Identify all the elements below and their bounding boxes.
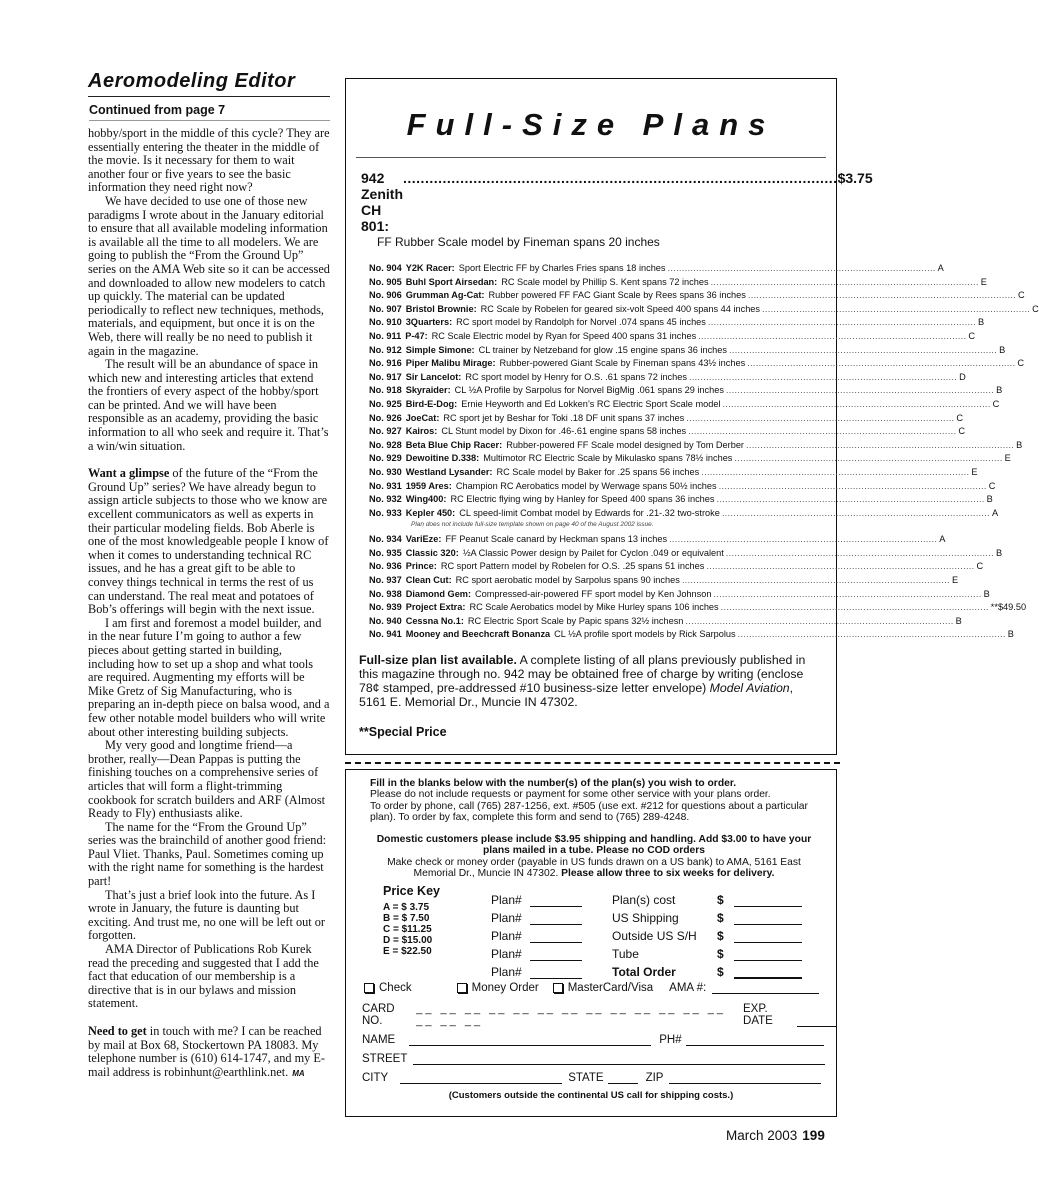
leader-dots: .............................................................................................. [722, 398, 991, 409]
plan-name: Simple Simone: [405, 344, 475, 355]
phone-label: PH# [659, 1034, 682, 1047]
exp-date-field[interactable] [797, 1015, 836, 1027]
plan-description: RC Scale model by Baker for .25 spans 56 inches [496, 466, 700, 477]
plan-list-item [369, 385, 1003, 399]
name-row [362, 1027, 836, 1046]
plan-number: No. 932 [369, 494, 402, 505]
plan-number-label: Plan# [491, 893, 522, 908]
leader-dots: .............................................................................................. [737, 629, 1006, 640]
plan-name: 3Quarters: [405, 317, 453, 328]
plan-price-key: E [971, 466, 978, 477]
plan-name: Project Extra: [405, 602, 466, 613]
plan-name: Sir Lancelot: [405, 371, 462, 382]
plan-number-field[interactable] [530, 931, 582, 943]
plan-number: No. 933 [369, 507, 402, 518]
plan-list-item [369, 317, 985, 331]
plan-name: Skyraider: [405, 385, 451, 396]
shipping-info [346, 834, 836, 879]
money-order-label: Money Order [471, 982, 539, 995]
plan-number-row [491, 961, 582, 979]
plan-list-item [369, 276, 987, 291]
plan-description: RC Electric flying wing by Hanley for Speed 400 spans 36 inches [450, 494, 715, 505]
leader-dots: .............................................................................................. [713, 588, 982, 599]
page-folio [726, 1128, 825, 1143]
plan-price-key: E [980, 276, 987, 287]
cost-amount-field[interactable] [734, 931, 802, 943]
leader-dots: .............................................................................................. [701, 466, 970, 477]
price-key-row: B = $ 7.50 [383, 912, 430, 924]
list-info-lead: Full-size plan list available. [359, 653, 517, 668]
city-field[interactable] [400, 1072, 562, 1084]
leader-dots: .............................................................................................. [685, 615, 954, 626]
cost-amount-field[interactable] [734, 913, 802, 925]
cost-row [612, 925, 802, 943]
plan-name: Piper Malibu Mirage: [405, 358, 496, 369]
plan-name: Cessna No.1: [405, 615, 464, 626]
plan-number-label: Plan# [491, 911, 522, 926]
plan-name: Dewoitine D.338: [405, 453, 480, 464]
plan-number: No. 926 [369, 412, 402, 423]
plan-number: No. 940 [369, 615, 402, 626]
plan-name: Mooney and Beechcraft Bonanza [405, 629, 551, 640]
leader-dots: .............................................................................................. [707, 317, 977, 328]
plan-number-label: Plan# [491, 947, 522, 962]
check-label: Check [379, 982, 412, 995]
leader-dots: .............................................................................................. [710, 276, 979, 287]
paragraph-text: of the future of the “From the Ground Up” series? We have already begun to assign article subjects to those who we know are excellent communicators as well as experts in their particular modeling fields. Bob Aberle is one of the most knowledgeable people I know of when it comes to understanding technical RC issues, and he has a great gift to be able to convey things technical in terms the rest of us can understand. The real meat and potatoes of Bob’s offerings will begin with the next issue. [88, 466, 329, 617]
issue-date: March 2003 [726, 1128, 798, 1143]
order-grid [346, 884, 836, 980]
plan-number-row [491, 907, 582, 925]
leader-dots: .............................................................................................. [706, 561, 975, 572]
plan-number: No. 937 [369, 575, 402, 586]
plan-price-key: B [1016, 439, 1023, 450]
payment-money-order-option[interactable] [457, 982, 539, 994]
phone-field[interactable] [686, 1034, 824, 1046]
list-info-address: , 5161 E. Memorial Dr., Muncie IN 47302. [359, 681, 794, 710]
page-number: 199 [802, 1128, 825, 1143]
street-label: STREET [362, 1053, 408, 1066]
plan-number: No. 936 [369, 561, 402, 572]
plan-description: RC sport model by Henry for O.S. .61 spans 72 inches [465, 371, 687, 382]
plan-name: Y2K Racer: [405, 263, 455, 273]
lead-in: Need to get [88, 1024, 147, 1038]
cost-fields [612, 889, 802, 979]
cost-label: Total Order [612, 965, 676, 980]
plan-description: Ernie Heyworth and Ed Lokken’s RC Electric Sport Scale model [461, 398, 721, 409]
plan-name: Grumman Ag-Cat: [405, 290, 485, 301]
plan-description: CL Stunt model by Dixon for .46-.61 engine spans 58 inches [441, 426, 687, 437]
plan-price-key: E [1004, 453, 1011, 464]
plan-price-key: C [958, 426, 965, 437]
lead-in: Want a glimpse [88, 466, 170, 481]
plan-name: Diamond Gem: [405, 588, 472, 599]
order-intro-bold: Fill in the blanks below with the number(s) of the plan(s) you wish to order. [370, 778, 737, 789]
leader-dots: .............................................................................................. [720, 602, 989, 613]
plan-name: Clean Cut: [405, 575, 452, 586]
cost-amount-field[interactable] [734, 895, 802, 907]
plan-description: RC Scale by Robelen for geared six-volt Speed 400 spans 44 inches [480, 303, 761, 314]
plan-description: RC sport model by Randolph for Norvel .074 spans 45 inches [456, 317, 706, 328]
plan-number: No. 916 [369, 358, 402, 369]
plan-list-item [369, 507, 999, 522]
plan-name: Wing400: [405, 494, 447, 505]
shipping-text [346, 857, 836, 880]
cost-label: Tube [612, 947, 639, 962]
featured-description: FF Rubber Scale model by Fineman spans 20 inches [377, 235, 660, 249]
paragraph: We have decided to use one of those new paradigms I wrote about in the January editorial to ensure that all available modeling information is available all the time to all modelers. We are going to publish the “From the Ground Up” series on the AMA Web site so it can be accessed and downloaded to allow new modelers to catch up quickly. The material can be updated periodically to reflect new techniques, methods, materials, and equipment, but once it is on the Web, there will really be no need to publish it again in the magazine. [88, 193, 330, 358]
cost-label: Outside US S/H [612, 929, 697, 944]
plan-list-item [369, 358, 1024, 372]
zip-label: ZIP [645, 1072, 664, 1085]
plan-description: ½A Classic Power design by Pailet for Cyclon .049 or equivalent [462, 547, 724, 558]
order-intro-line: Please do not include requests or payment for some other service with your plans order. [370, 789, 771, 801]
editor-column [88, 70, 330, 1080]
paragraph: The result will be an abundance of space in which new and interesting articles that extend the frontiers of every aspect of the hobby/sport can be printed. And we will have been responsible as an academy, providing the basic information to all who seek and require it. That’s a win/win situation. [88, 357, 329, 453]
plan-description: RC Scale model by Phillip S. Kent spans 72 inches [501, 276, 709, 287]
order-form [345, 769, 837, 1117]
plan-description: CL speed-limit Combat model by Edwards for .21-.32 two-stroke [459, 507, 720, 518]
plan-description: Rubber-powered Giant Scale by Fineman spans 43½ inches [499, 358, 746, 369]
cost-row [612, 907, 802, 925]
plan-description: RC sport jet by Beshar for Toki .18 DF unit spans 37 inches [443, 412, 685, 423]
state-field[interactable] [608, 1072, 638, 1084]
plan-list-item [369, 466, 978, 481]
payment-options [364, 980, 836, 996]
plan-price-key: B [996, 385, 1003, 396]
plan-price-key: C [988, 480, 996, 491]
plan-number: No. 934 [369, 534, 402, 545]
plan-description: CL ½A Profile by Sarpolus for Norvel BigMig .061 spans 29 inches [454, 385, 724, 396]
plan-list-item [369, 453, 1011, 467]
list-info-text: A complete listing of all plans previously published in this magazine through no. 942 may be obtained free of charge by writing (enclose 78¢ stamped, pre-addressed #10 business-size letter envelope) [359, 653, 806, 696]
city-row [362, 1065, 836, 1084]
plan-number: No. 939 [369, 602, 402, 613]
leader-dots: .............................................................................................. [729, 344, 998, 355]
plan-number-label: Plan# [491, 929, 522, 944]
money-order-checkbox[interactable] [457, 983, 467, 993]
cost-amount-field[interactable] [734, 949, 802, 961]
plan-name: Beta Blue Chip Racer: [405, 439, 503, 450]
plan-number: No. 935 [369, 547, 402, 558]
plan-description: Rubber-powered FF Scale model designed by Tom Derber [506, 439, 744, 450]
plans-box [345, 78, 1039, 755]
order-intro [346, 778, 836, 789]
plan-name: Bristol Brownie: [405, 303, 477, 314]
leader-dots: .............................................................................................. [681, 575, 950, 586]
plan-number: No. 910 [369, 317, 402, 328]
paragraph: The name for the “From the Ground Up” series was the brainchild of another good friend: Paul Vliet. Thanks, Paul. Sometimes coming up with the right name for something is the hardest part! [88, 819, 327, 889]
plan-note: Plan does not include full-size template shown on page 40 of the August 2002 issue. [411, 521, 654, 529]
cost-row [612, 889, 802, 907]
plan-number-field[interactable] [530, 949, 582, 961]
plan-description: RC sport Pattern model by Robelen for O.S. .25 spans 51 inches [440, 561, 705, 572]
dollar-sign: $ [717, 965, 724, 980]
plan-price-key: C [976, 561, 984, 572]
plan-description: RC Electric Sport Scale by Papic spans 32½ inchesn [467, 615, 684, 626]
plan-description: Multimotor RC Electric Scale by Mikulasko spans 78½ inches [483, 453, 733, 464]
paragraph [88, 1025, 330, 1080]
plan-price-key: C [992, 398, 1000, 409]
cost-row [612, 943, 802, 961]
paragraph: That’s just a brief look into the future. As I wrote in January, the future is daunting but exciting. And trust me, no one will be left out or forgotten. [88, 887, 326, 943]
plan-list-item [369, 534, 946, 548]
plan-price-key: B [986, 494, 993, 505]
payment-check-option[interactable] [364, 982, 412, 994]
plan-name: Kairos: [405, 426, 438, 437]
paragraph: hobby/sport in the middle of this cycle? They are essentially entering the theater in the middle of the movie. Is it necessary for them to wait another four or five years to see the basic information they need right now? [88, 126, 330, 195]
check-checkbox[interactable] [364, 983, 374, 993]
plan-name: P-47: [405, 330, 428, 341]
price-key-title: Price Key [383, 884, 440, 899]
plan-number-field[interactable] [530, 895, 582, 907]
plan-price-key: B [955, 615, 962, 626]
plan-number-row [491, 943, 582, 961]
plan-description: Sport Electric FF by Charles Fries spans 18 inches [458, 263, 666, 273]
plan-price-key: C [1018, 290, 1025, 301]
leader-dots: .............................................................................................. [746, 439, 1015, 450]
shipping-footnote: (Customers outside the continental US call for shipping costs.) [448, 1090, 734, 1102]
plan-list-item [369, 629, 1014, 643]
plan-price-key: B [999, 344, 1006, 355]
cost-label: US Shipping [612, 911, 679, 926]
paragraph [88, 467, 330, 617]
plan-number: No. 927 [369, 426, 402, 437]
ama-number-label: AMA #: [669, 982, 707, 995]
plan-list-item [369, 575, 959, 589]
card-checkbox[interactable] [553, 983, 563, 993]
plan-number: No. 904 [369, 263, 402, 273]
plan-name: Prince: [405, 561, 437, 572]
plan-price-key: E [951, 575, 959, 586]
price-key-row: A = $ 3.75 [383, 901, 430, 913]
plan-number: No. 941 [369, 629, 402, 640]
cost-label: Plan(s) cost [612, 893, 676, 908]
plan-list-item [369, 480, 996, 495]
dashed-cut-line [345, 762, 840, 764]
plan-number: No. 905 [369, 276, 402, 287]
payment-card-option[interactable] [553, 982, 653, 994]
plan-number: No. 931 [369, 480, 402, 491]
card-label: MasterCard/Visa [567, 982, 654, 995]
plan-number: No. 938 [369, 588, 402, 599]
plan-description: RC sport aerobatic model by Sarpolus spans 90 inches [455, 575, 680, 586]
shipping-text-span: Make check or money order (payable in US funds drawn on a US bank) to AMA, 5161 East Memorial Dr., Muncie IN 47302. [387, 856, 801, 880]
price-key [383, 886, 440, 957]
signoff: MA [292, 1068, 305, 1078]
plan-name: Classic 320: [405, 547, 459, 558]
plan-number-field[interactable] [530, 967, 582, 979]
plan-list-item [369, 439, 1023, 454]
plan-name: 1959 Ares: [405, 480, 452, 491]
leader-dots: .............................................................................................. [762, 303, 1031, 314]
plan-list-info [359, 653, 822, 709]
plan-name: Westland Lysander: [405, 466, 493, 477]
plan-price-key: B [978, 317, 985, 328]
plan-number-fields [491, 889, 582, 979]
card-no-label: CARD NO. [362, 1003, 395, 1028]
leader-dots: .............................................................................................. [725, 547, 994, 558]
leader-dots: .............................................................................................. [721, 507, 990, 518]
plan-price-key: **$49.50 [990, 602, 1027, 613]
name-label: NAME [362, 1034, 396, 1047]
plan-price-key: C [956, 412, 964, 423]
paragraph: I am first and foremost a model builder, and in the near future I’m going to author a few pieces about getting started in building, including how to set up a shop and what tools are required. Augmenting my efforts will be Mike Gretz of Sig Manufacturing, who is preparing an in-depth piece on balsa wood, and a few other notable model builders who will write about other interesting building subjects. [88, 615, 330, 739]
plan-number: No. 918 [369, 385, 402, 396]
dollar-sign: $ [717, 929, 724, 944]
leader-dots: .............................................................................................. [669, 534, 938, 545]
city-label: CITY [362, 1072, 389, 1085]
plan-price-key: C [1032, 303, 1039, 314]
leader-dots: .............................................................................................. [688, 426, 957, 437]
plan-name: JoeCat: [405, 412, 440, 423]
order-intro-line: To order by phone, call (765) 287-1256, ext. #505 (use ext. #212 for questions about a particular plan). To order by fax, complete this form and send to (765) 289-4248. [370, 800, 808, 823]
plan-price-key: A [991, 507, 999, 518]
divider [356, 157, 826, 158]
plan-price-key: B [995, 547, 1003, 558]
leader-dots: .............................................................................................. [688, 371, 958, 382]
plan-list-item [369, 398, 1000, 413]
plan-list-item [369, 412, 964, 427]
plan-list-item [369, 263, 944, 277]
plan-list-item [369, 561, 984, 575]
plan-name: Bird-E-Dog: [405, 398, 458, 409]
plan-description: Rubber powered FF FAC Giant Scale by Rees spans 36 inches [488, 290, 746, 301]
street-field[interactable] [413, 1053, 825, 1065]
plan-number: No. 911 [369, 330, 402, 341]
plan-number: No. 929 [369, 453, 402, 464]
leader-dots: .............................................................................................. [716, 494, 985, 505]
state-label: STATE [568, 1072, 604, 1085]
plan-number-label: Plan# [491, 965, 522, 980]
plan-number: No. 907 [369, 303, 402, 314]
leader-dots: .............................................................................................. [667, 263, 936, 273]
street-row [362, 1046, 836, 1065]
leader-dots: .............................................................................................. [747, 290, 1017, 301]
plan-name: Buhl Sport Airsedan: [405, 276, 498, 287]
plan-description: CL trainer by Netzeband for glow .15 engine spans 36 inches [478, 344, 727, 355]
plan-number: No. 928 [369, 439, 402, 450]
plan-list-item [369, 615, 962, 630]
zip-field[interactable] [669, 1072, 821, 1084]
featured-plan [361, 170, 873, 249]
plan-price-key: B [1007, 629, 1014, 640]
price-key-row: E = $22.50 [383, 946, 432, 958]
plan-price-key: C [1017, 358, 1024, 369]
plan-price-key: D [959, 371, 966, 382]
leader-dots: .............................................................................................. [718, 480, 987, 491]
plan-list-item [369, 494, 993, 508]
price-key-row: D = $15.00 [383, 935, 433, 947]
plan-list-item [369, 371, 966, 386]
delivery-note: Please allow three to six weeks for delivery. [561, 868, 775, 880]
exp-date-label: EXP. DATE [743, 1003, 773, 1028]
leader-dots: .............................................................................................. [747, 358, 1016, 369]
plan-list-item [369, 426, 965, 440]
featured-price: $3.75 [837, 170, 873, 186]
plan-description: FF Peanut Scale canard by Heckman spans 13 inches [445, 534, 668, 545]
plan-description: Compressed-air-powered FF sport model by Ken Johnson [475, 588, 712, 599]
plans-title: Full-Size Plans [406, 107, 776, 142]
dollar-sign: $ [717, 911, 724, 926]
dollar-sign: $ [717, 947, 724, 962]
featured-label: 942 Zenith CH 801: [361, 170, 403, 234]
cost-amount-field[interactable] [734, 967, 802, 979]
plan-number: No. 906 [369, 290, 402, 301]
plan-number-field[interactable] [530, 913, 582, 925]
name-field[interactable] [409, 1034, 651, 1046]
leader-dots: .............................................................................................. [686, 412, 955, 423]
shipping-bold: Domestic customers please include $3.95 shipping and handling. Add $3.00 to have your plans mailed in a tube. Please no COD orders [376, 834, 812, 857]
paragraph: My very good and longtime friend—a brother, really—Dean Pappas is putting the finishing touches on a comprehensive series of articles that will form a flight-trimming cookbook for scratch builders and ARF (Almost Ready to Fly) enthusiasts alike. [88, 738, 326, 821]
plan-number: No. 917 [369, 371, 402, 382]
card-number-row [362, 1003, 836, 1028]
leader-dots: ................................................................................................... [403, 170, 838, 186]
plan-list-item [369, 344, 1006, 359]
editor-column-title: Aeromodeling Editor [88, 70, 330, 97]
plan-list-item [369, 330, 975, 345]
plan-description: CL ½A profile sport models by Rick Sarpolus [554, 629, 736, 640]
price-key-row: C = $11.25 [383, 923, 432, 935]
card-number-field[interactable]: __ __ __ __ __ __ __ __ __ __ __ __ __ __ __ __ [416, 1003, 726, 1028]
magazine-name: Model Aviation [709, 681, 790, 696]
leader-dots: .............................................................................................. [734, 453, 1003, 464]
plan-list-item [369, 547, 1003, 562]
plan-price-key: C [968, 330, 975, 341]
plan-description: Champion RC Aerobatics model by Werwage spans 50½ inches [455, 480, 717, 491]
plan-list-item [369, 290, 1025, 304]
plan-number-row [491, 889, 582, 907]
plan-list-item [369, 588, 990, 603]
leader-dots: .............................................................................................. [698, 330, 967, 341]
plan-price-key: B [983, 588, 990, 599]
ama-number-field[interactable] [712, 982, 819, 994]
plan-list [369, 263, 1039, 643]
leader-dots: .............................................................................................. [725, 385, 995, 396]
special-price-note: **Special Price [359, 725, 447, 740]
plan-price-key: A [939, 534, 946, 545]
plan-number: No. 925 [369, 398, 402, 409]
plan-number: No. 912 [369, 344, 402, 355]
plan-list-item [369, 602, 1027, 616]
dollar-sign: $ [717, 893, 724, 908]
plan-list-item [369, 303, 1039, 318]
plan-price-key: A [937, 263, 944, 273]
paragraph-text: in touch with me? I can be reached by mail at Box 68, Stockertown PA 18083. My telephone number is (610) 614-1747, and my E-mail address is robinhunt@earthlink.net. [88, 1024, 326, 1079]
plan-number: No. 930 [369, 466, 402, 477]
cost-row [612, 961, 802, 979]
plan-name: VariEze: [405, 534, 442, 545]
plan-description: RC Scale Aerobatics model by Mike Hurley spans 106 inches [469, 602, 719, 613]
paragraph: AMA Director of Publications Rob Kurek read the preceding and suggested that I add the fact that education of our membership is a directive that is in our bylaws and mission statement. [88, 942, 319, 1011]
continued-label: Continued from page 7 [89, 103, 330, 121]
plan-number-row [491, 925, 582, 943]
plan-name: Kepler 450: [405, 507, 456, 518]
plan-description: RC Scale Electric model by Ryan for Speed 400 spans 31 inches [431, 330, 697, 341]
